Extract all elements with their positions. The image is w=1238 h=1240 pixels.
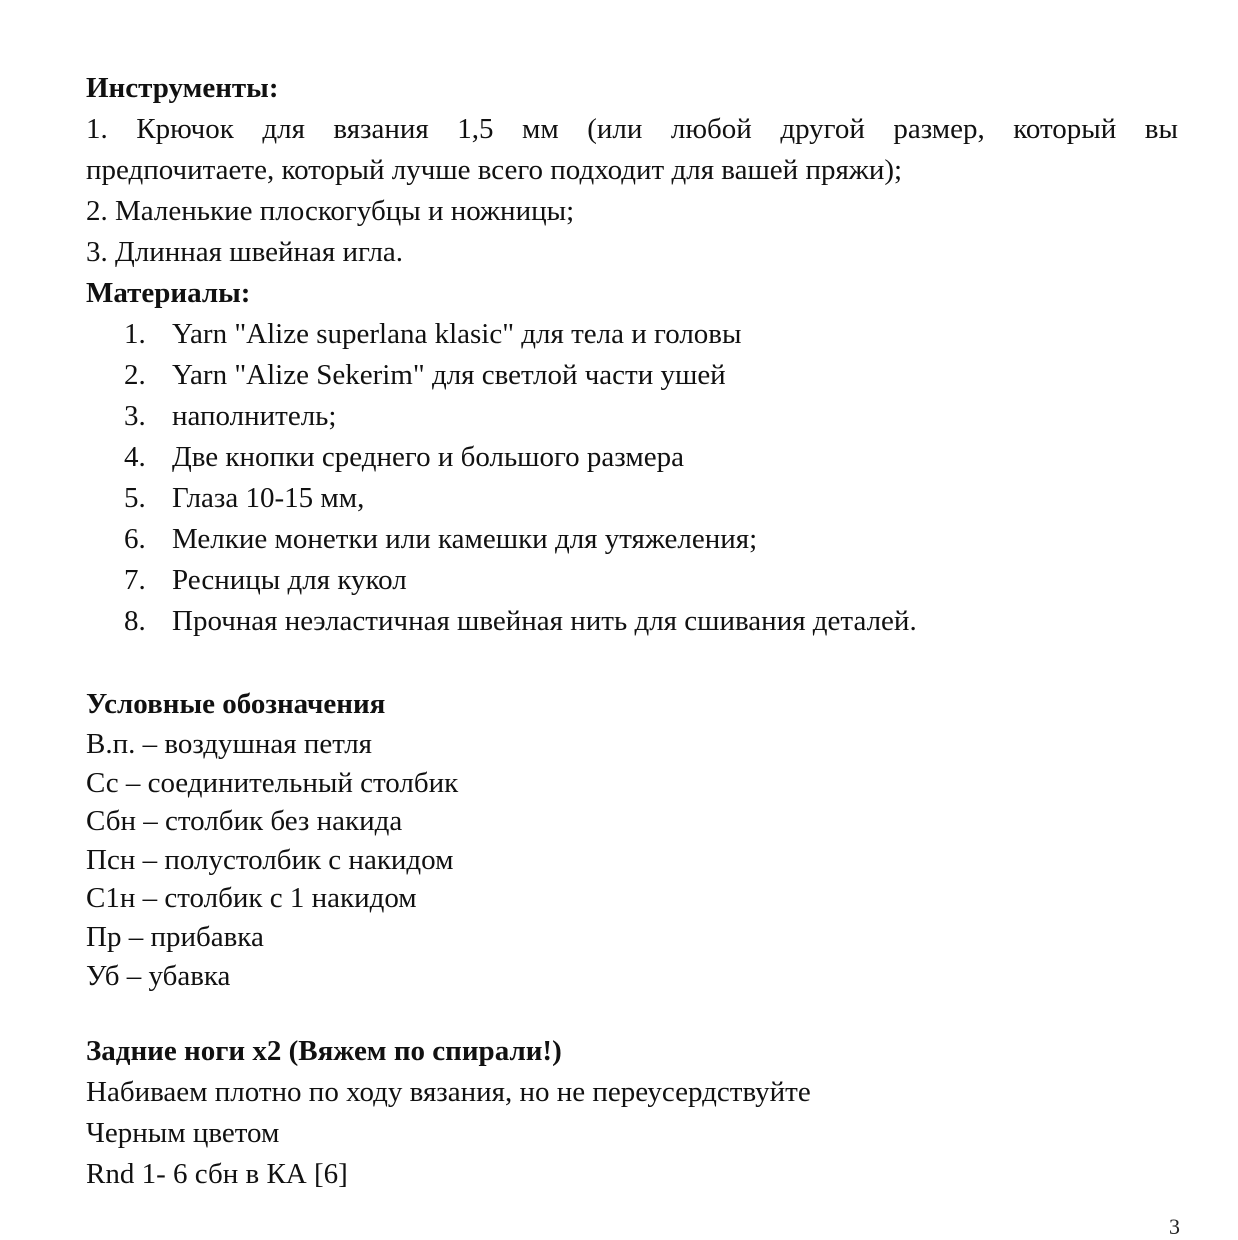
tools-item-3: 3. Длинная швейная игла. bbox=[86, 236, 404, 268]
list-item-text: Yarn "Alize Sekerim" для светлой части ушей bbox=[172, 359, 726, 391]
document-page bbox=[86, 68, 1178, 1195]
list-item-number: 5. bbox=[124, 482, 146, 514]
list-item-number: 7. bbox=[124, 564, 146, 596]
list-item-number: 4. bbox=[124, 441, 146, 473]
list-item-text: Yarn "Alize superlana klasic" для тела и головы bbox=[172, 318, 742, 350]
list-item-number: 8. bbox=[124, 605, 146, 637]
legend-line: Уб – убавка bbox=[86, 959, 231, 992]
list-item bbox=[86, 519, 1178, 560]
list-item bbox=[86, 437, 1178, 478]
legend-line: В.п. – воздушная петля bbox=[86, 728, 373, 760]
legend-line: Сбн – столбик без накида bbox=[86, 805, 403, 838]
tools-item-2: 2. Маленькие плоскогубцы и ножницы; bbox=[86, 195, 575, 227]
legend-line: С1н – столбик с 1 накидом bbox=[86, 882, 417, 915]
materials-list bbox=[86, 314, 1178, 642]
list-item-text: Мелкие монетки или камешки для утяжеления; bbox=[172, 523, 758, 555]
legend-line: Псн – полустолбик с накидом bbox=[86, 843, 454, 876]
list-item-text: Две кнопки среднего и большого размера bbox=[172, 441, 684, 473]
list-item-number: 2. bbox=[124, 359, 146, 391]
back-legs-line: Черным цветом bbox=[86, 1117, 280, 1150]
list-item bbox=[86, 314, 1178, 355]
materials-heading: Материалы: bbox=[86, 277, 251, 309]
list-item-text: Глаза 10-15 мм, bbox=[172, 482, 365, 514]
list-item-text: Прочная неэластичная швейная нить для сшивания деталей. bbox=[172, 605, 917, 637]
section-spacer bbox=[86, 995, 1178, 1031]
tools-item-1-line-1: 1. Крючок для вязания 1,5 мм (или любой другой размер, который вы bbox=[86, 113, 1178, 145]
tools-heading: Инструменты: bbox=[86, 72, 279, 104]
list-item-number: 3. bbox=[124, 400, 146, 432]
legend-line: Сс – соединительный столбик bbox=[86, 766, 459, 799]
list-item bbox=[86, 396, 1178, 437]
list-item-number: 6. bbox=[124, 523, 146, 555]
legend-line: Пр – прибавка bbox=[86, 920, 264, 953]
list-item bbox=[86, 478, 1178, 519]
section-spacer bbox=[86, 642, 1178, 684]
list-item-text: наполнитель; bbox=[172, 400, 337, 432]
legend-heading: Условные обозначения bbox=[86, 688, 386, 720]
page-number: 3 bbox=[1169, 1214, 1180, 1239]
back-legs-line: Rnd 1- 6 сбн в КА [6] bbox=[86, 1158, 348, 1191]
list-item-text: Ресницы для кукол bbox=[172, 564, 407, 596]
back-legs-line: Набиваем плотно по ходу вязания, но не переусердствуйте bbox=[86, 1076, 811, 1109]
list-item bbox=[86, 560, 1178, 601]
list-item bbox=[86, 355, 1178, 396]
back-legs-heading: Задние ноги x2 (Вяжем по спирали!) bbox=[86, 1035, 562, 1068]
list-item bbox=[86, 601, 1178, 642]
list-item-number: 1. bbox=[124, 318, 146, 350]
tools-item-1-line-2: предпочитаете, который лучше всего подходит для вашей пряжи); bbox=[86, 154, 903, 186]
